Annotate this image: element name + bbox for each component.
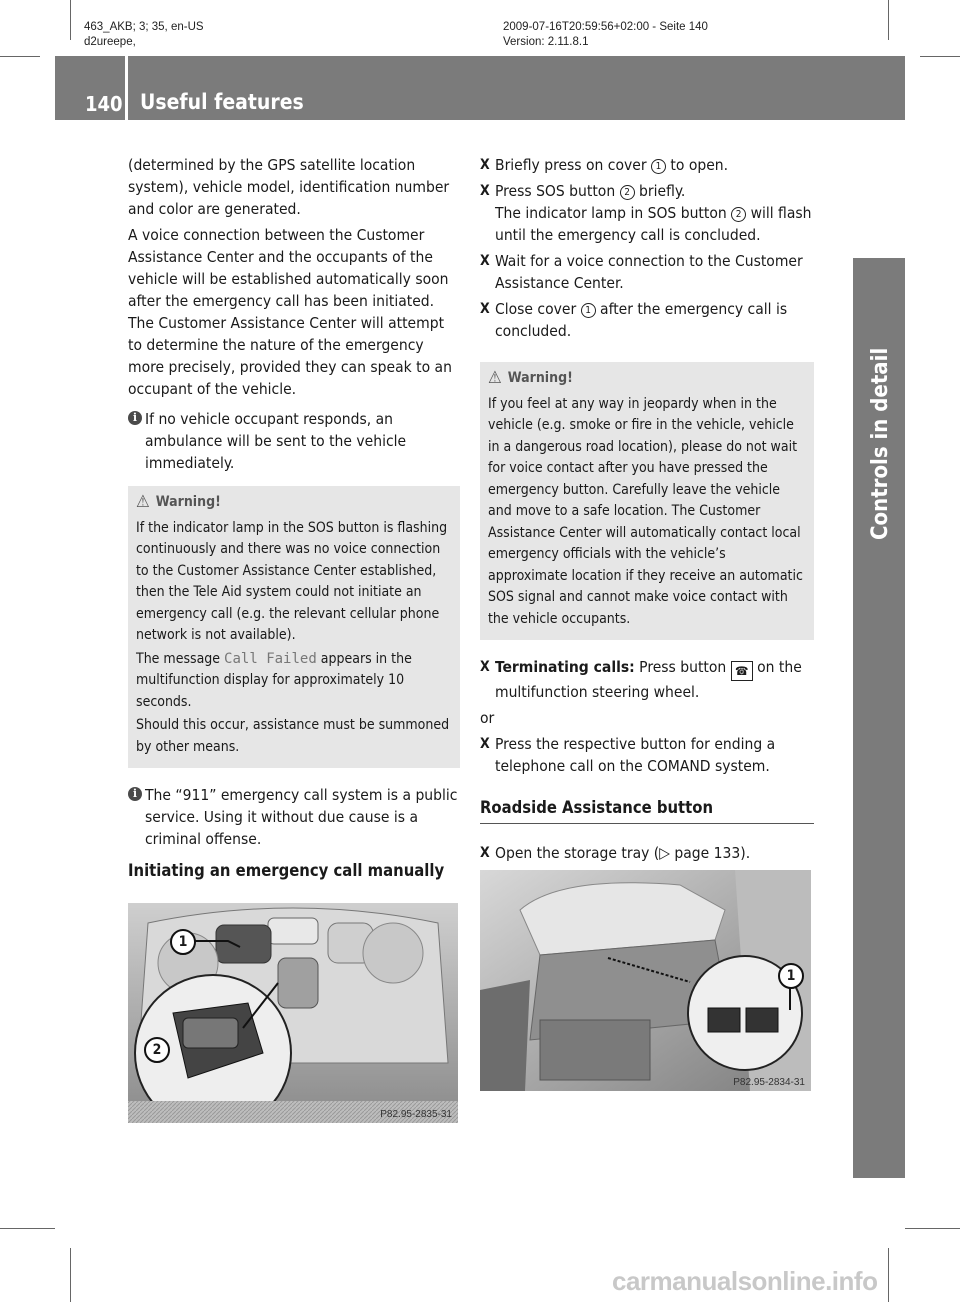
step [480,154,814,176]
step-text: Press button [634,658,731,676]
sos-button-photo [128,903,458,1123]
step [480,842,814,864]
side-tab-label-wrap [866,258,906,1178]
crop-mark [0,56,40,57]
step-text: Press SOS button [495,182,620,200]
ref-1: 1 [651,159,666,174]
or-text: or [480,709,495,727]
callout-2: 2 [144,1037,170,1063]
warning-title: Warning! [155,494,221,510]
step-text: Wait for a voice connection to the Customer Assistance Center. [495,252,803,292]
crop-mark [0,1228,55,1229]
crop-mark [888,1248,889,1302]
step-text: Press the respective button for ending a telephone call on the COMAND system. [495,735,776,775]
crop-mark [70,0,71,40]
user-id: d2ureepe, [84,36,136,48]
side-tab-label: Controls in detail [868,347,893,540]
step-text: to open. [665,156,729,174]
bullet-marker: X [480,659,490,675]
left-column [128,154,460,890]
info-text: The “911” emergency call system is a public service. Using it without due cause is a criminal offense. [145,786,458,848]
bullet-marker: X [480,736,490,752]
warning-text: If you feel at any way in jeopardy when in the vehicle (e.g. smoke or fire in the vehicle, vehicle in a dangerous road location), please do not wait for voice contact after you have pressed the emergency button. Carefully leave the vehicle and move to a safe location. The Customer Assistance Center will automatically contact local emergency officials with the vehicle’s approximate location if they receive an automatic SOS signal and cannot make voice contact with the vehicle occupants. [488,395,803,627]
ref-2: 2 [620,185,635,200]
right-column [480,154,814,868]
subsection-heading: Roadside Assistance button [480,797,814,824]
warning-text: Should this occur, assistance must be summoned by other means. [136,717,450,755]
paragraph: (determined by the GPS satellite location system), vehicle model, identification number and color are generated. [128,156,450,218]
step-text: briefly. [634,182,686,200]
bullet-marker: X [480,157,490,173]
version: Version: 2.11.8.1 [503,36,589,48]
page-number: 140 [85,92,123,116]
crop-mark [920,56,960,57]
warning-header [136,492,452,514]
roadside-button-photo [480,870,811,1091]
subsection-heading: Initiating an emergency call manually [128,861,445,880]
roadside-photo-illustration [480,870,811,1091]
crop-mark [905,1228,960,1229]
callout-1: 1 [778,963,804,989]
file-id: 463_AKB; 3; 35, en-US [84,21,204,33]
end-call-icon: ☎ [731,661,753,681]
warning-text-part: The message [136,650,225,667]
timestamp: 2009-07-16T20:59:56+02:00 - Seite 140 [503,21,708,33]
step [480,656,814,703]
warning-box [128,486,460,768]
image-code: P82.95-2834-31 [733,1077,805,1088]
warning-icon: ⚠ [136,492,150,513]
warning-header [488,368,806,390]
bullet-marker: X [480,845,490,861]
warning-text [136,649,452,714]
info-text: If no vehicle occupant responds, an ambulance will be sent to the vehicle immediately. [145,410,407,472]
step [480,298,814,342]
info-note [128,784,460,850]
callout-1: 1 [170,929,196,955]
warning-text-part: appears in the multifunction display for approximately 10 seconds. [136,650,412,710]
section-title: Useful features [140,90,304,114]
step-bold: Terminating calls: [495,658,635,676]
header-separator [125,56,128,120]
watermark: carmanualsonline.info [612,1266,878,1296]
info-icon: i [128,411,142,425]
step-text: Open the storage tray (▷ page 133). [495,844,751,862]
crop-mark [70,1248,71,1302]
warning-icon: ⚠ [488,368,502,389]
step-text: will flash until the emergency call is concluded. [495,204,812,244]
ref-2: 2 [731,207,746,222]
warning-box [480,362,814,640]
step [480,180,814,246]
display-message: Call Failed [224,650,317,667]
warning-title: Warning! [507,370,573,386]
warning-text: If the indicator lamp in the SOS button is flashing continuously and there was no voice connection to the Customer Assistance Center established, then the Tele Aid system could not initiate an emergency call (e.g. the relevant cellular phone network is not available). [136,519,448,643]
step-text: Briefly press on cover [495,156,651,174]
ref-1: 1 [581,303,596,318]
bullet-marker: X [480,301,490,317]
info-icon: i [128,787,142,801]
info-note [128,408,460,474]
step-text: on the multifunction steering wheel. [495,658,802,701]
step-text: after the emergency call is concluded. [495,300,788,340]
bullet-marker: X [480,183,490,199]
crop-mark [888,0,889,40]
paragraph: A voice connection between the Customer Assistance Center and the occupants of the vehicle will be established automatically soon after the emergency call has been initiated. The Customer Assistance Center will attempt to determine the nature of the emergency more precisely, provided they can speak to an occupant of the vehicle. [128,226,452,398]
step [480,250,814,294]
step-text: Close cover [495,300,581,318]
step-text: The indicator lamp in SOS button [495,204,732,222]
step [480,733,814,777]
bullet-marker: X [480,253,490,269]
image-code: P82.95-2835-31 [380,1109,452,1120]
